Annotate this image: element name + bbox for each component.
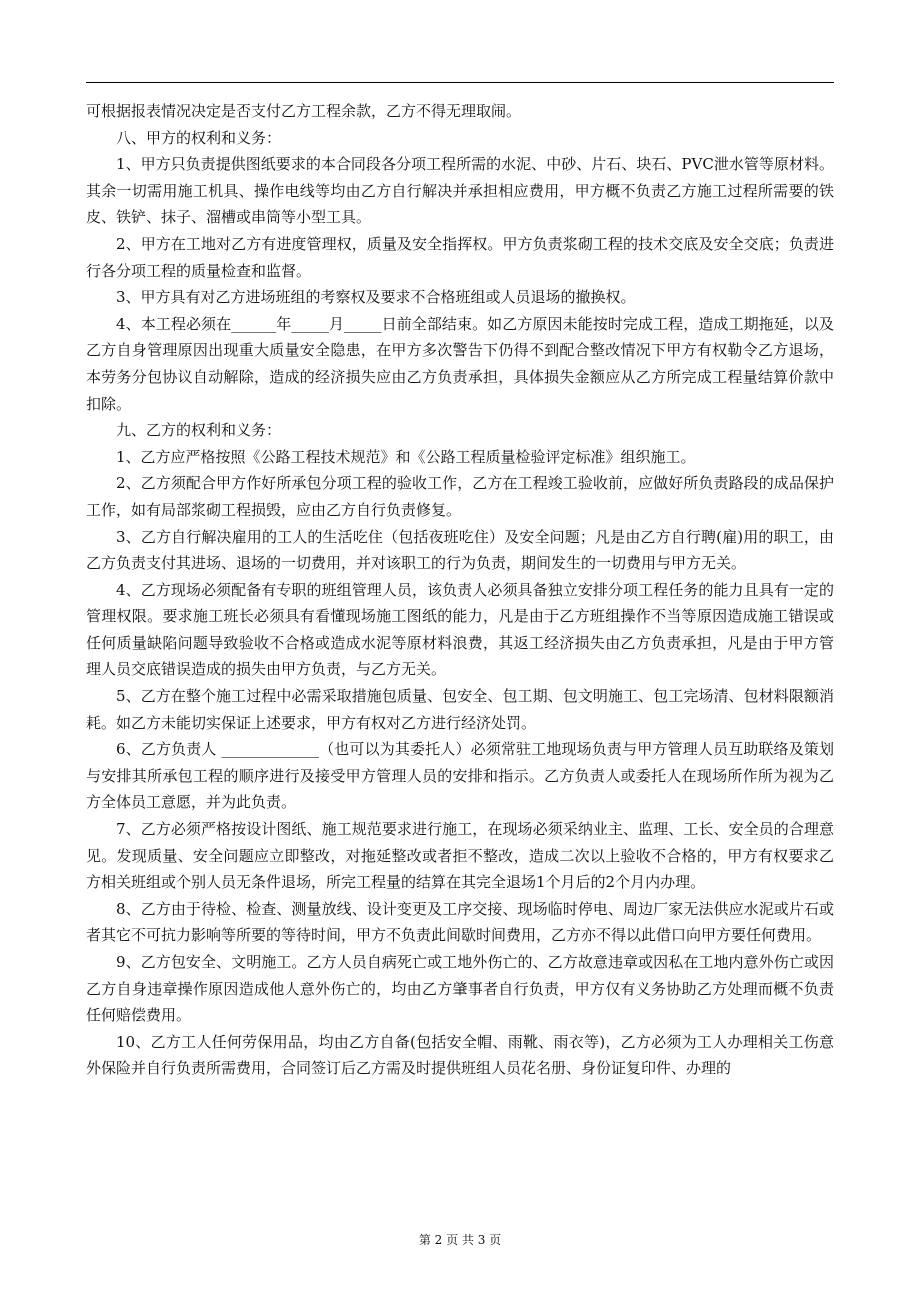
paragraph: 1、甲方只负责提供图纸要求的本合同段各分项工程所需的水泥、中砂、片石、块石、PVC泄水管等原材料。其余一切需用施工机具、操作电线等均由乙方自行解决并承担相应费用，甲方概不负责乙方施工过程所需要的铁皮、铁铲、抹子、溜槽或串筒等小型工具。 — [86, 155, 834, 227]
paragraph: 2、乙方须配合甲方作好所承包分项工程的验收工作，乙方在工程竣工验收前，应做好所负责路段的成品保护工作，如有局部浆砌工程损毁，应由乙方自行负责修复。 — [86, 474, 834, 519]
paragraph: 4、本工程必须在______年_____月_____日前全部结束。如乙方原因未能按时完成工程，造成工期拖延，以及乙方自身管理原因出现重大质量安全隐患，在甲方多次警告下仍得不到配合整改情况下甲方有权勒令乙方退场，本劳务分包协议自动解除，造成的经济损失应由乙方负责承担，具体损失金额应从乙方所完成工程量结算价款中扣除。 — [86, 314, 834, 413]
paragraph: 2、甲方在工地对乙方有进度管理权，质量及安全指挥权。甲方负责浆砌工程的技术交底及安全交底；负责进行各分项工程的质量检查和监督。 — [86, 234, 834, 280]
paragraph: 八、甲方的权利和义务： — [116, 128, 282, 147]
paragraph: 3、乙方自行解决雇用的工人的生活吃住（包括夜班吃住）及安全问题；凡是由乙方自行聘(雇)用的职工，由乙方负责支付其进场、退场的一切费用，并对该职工的行为负责，期间发生的一切费用与甲方无关。 — [86, 527, 834, 573]
paragraph: 可根据报表情况决定是否支付乙方工程余款，乙方不得无理取闹。 — [86, 102, 522, 120]
page-footer: 第 2 页 共 3 页 — [418, 1233, 502, 1247]
header-rule — [86, 82, 834, 83]
paragraph: 6、乙方负责人 _____________（也可以为其委托人）必须常驻工地现场负责与甲方管理人员互助联络及策划与安排其所承包工程的顺序进行及接受甲方管理人员的安排和指示。乙方负责人或委托人在现场所作所为视为乙方全体员工意愿，并为此负责。 — [86, 740, 834, 812]
paragraph: 1、乙方应严格按照《公路工程技术规范》和《公路工程质量检验评定标准》组织施工。 — [116, 447, 696, 466]
paragraph: 3、甲方具有对乙方进场班组的考察权及要求不合格班组或人员退场的撤换权。 — [116, 288, 636, 307]
paragraph: 4、乙方现场必须配备有专职的班组管理人员，该负责人必须具备独立安排分项工程任务的能力且具有一定的管理权限。要求施工班长必须具有看懂现场施工图纸的能力，凡是由于乙方班组操作不当等原因造成施工错误或任何质量缺陷问题导致验收不合格或造成水泥等原材料浪费，其返工经济损失由乙方负责承担，凡是由于甲方管理人员交底错误造成的损失由甲方负责，与乙方无关。 — [86, 580, 834, 679]
paragraph: 7、乙方必须严格按设计图纸、施工规范要求进行施工，在现场必须采纳业主、监理、工长、安全员的合理意见。发现质量、安全问题应立即整改，对拖延整改或者拒不整改，造成二次以上验收不合格的，甲方有权要求乙方相关班组或个别人员无条件退场，所完工程量的结算在其完全退场1个月后的2个月内办理。 — [86, 820, 834, 892]
body-text — [86, 98, 834, 1082]
paragraph: 9、乙方包安全、文明施工。乙方人员自病死亡或工地外伤亡的、乙方故意违章或因私在工地内意外伤亡或因乙方自身违章操作原因造成他人意外伤亡的，均由乙方肇事者自行负责，甲方仅有义务协助乙方处理而概不负责任何赔偿费用。 — [86, 953, 834, 1025]
paragraph: 8、乙方由于待检、检查、测量放线、设计变更及工序交接、现场临时停电、周边厂家无法供应水泥或片石或者其它不可抗力影响等所要的等待时间，甲方不负责此间歇时间费用，乙方亦不得以此借口向甲方要任何费用。 — [86, 899, 834, 945]
paragraph: 10、乙方工人任何劳保用品，均由乙方自备(包括安全帽、雨靴、雨衣等)，乙方必须为工人办理相关工伤意外保险并自行负责所需费用，合同签订后乙方需及时提供班组人员花名册、身份证复印件、办理的 — [86, 1032, 834, 1078]
paragraph: 九、乙方的权利和义务： — [116, 421, 282, 440]
paragraph: 5、乙方在整个施工过程中必需采取措施包质量、包安全、包工期、包文明施工、包工完场清、包材料限额消耗。如乙方未能切实保证上述要求，甲方有权对乙方进行经济处罚。 — [86, 687, 834, 732]
